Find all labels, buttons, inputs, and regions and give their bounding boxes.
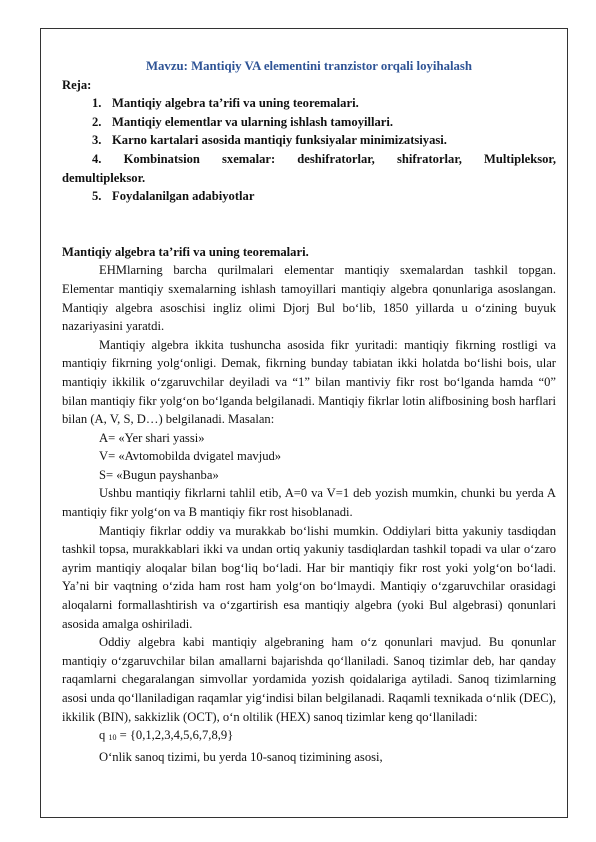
formula-set: = {0,1,2,3,4,5,6,7,8,9} bbox=[116, 728, 234, 743]
example-line: S= «Bugun payshanba» bbox=[99, 467, 219, 482]
plan-list bbox=[62, 94, 556, 206]
document-body bbox=[62, 57, 556, 766]
plan-item-text: Kombinatsion sxemalar: deshifratorlar, shifratorlar, Multipleksor, bbox=[123, 151, 556, 166]
plan-item-text: demultipleksor. bbox=[62, 170, 146, 185]
plan-item-number: 4. bbox=[92, 151, 102, 166]
plan-item-text: Karno kartalari asosida mantiqiy funksiyalar minimizatsiyasi. bbox=[112, 133, 447, 148]
paragraph: Mantiqiy fikrlar oddiy va murakkab bo‘lishi mumkin. Oddiylari bitta yakuniy tasdiqdan tashkil topsa, murakkablari ikki va undan ortiq yakuniy tasdiqlardan tashkil topadi va ular o‘zaro ayrim mantiqiy aloqalar bilan bog‘liq bo‘ladi. Har bir mantiqiy fikr rost yoki yolg‘on bo‘ladi. Ya’ni bir vaqtning o‘zida ham rost ham yolg‘on bo‘lmaydi. Mantiqiy o‘zgaruvchilar orasidagi aloqalarni formallashtirish va o‘zgartirish esa mantiqiy algebra (yoki Bul algebrasi) qonunlari asosida amalga oshiriladi. bbox=[62, 523, 556, 631]
example-line: A= «Yer shari yassi» bbox=[99, 430, 205, 445]
formula-line bbox=[62, 726, 556, 748]
plan-item-continuation bbox=[62, 169, 556, 188]
document-title: Mavzu: Mantiqiy VA elementini tranzistor orqali loyihalash bbox=[145, 59, 473, 73]
section-heading: Mantiqiy algebra ta’rifi va uning teoremalari. bbox=[62, 244, 309, 259]
plan-label: Reja: bbox=[62, 77, 92, 92]
paragraph: Mantiqiy algebra ikkita tushuncha asosida fikr yuritadi: mantiqiy fikrning rostligi va mantiqiy fikrning yolg‘onligi. Demak, fikrning bunday tabiatan ikki holatda bo‘lishi bois, ular mantiqiy ikkilik o‘zgaruvchilar deyiladi va “1” bilan mantiviy fikr rost bo‘lganda hamda “0” bilan mantiqiy fikr yolg‘on bo‘lganda belgilanadi. Mantiqiy fikrlar lotin alifbosining bosh harflari bilan (A, V, S, D…) belgilanadi. Masalan: bbox=[62, 337, 556, 427]
plan-item bbox=[62, 150, 556, 169]
formula-symbol: q bbox=[99, 728, 106, 743]
plan-item-text: Mantiqiy elementlar va ularning ishlash tamoyillari. bbox=[112, 114, 394, 129]
plan-item bbox=[62, 94, 556, 113]
plan-item-number: 3. bbox=[92, 133, 102, 148]
spacer bbox=[62, 206, 556, 243]
plan-item-number: 2. bbox=[92, 114, 102, 129]
example-line: V= «Avtomobilda dvigatel mavjud» bbox=[99, 449, 282, 464]
paragraph: EHMlarning barcha qurilmalari elementar mantiqiy sxemalardan tashkil topgan. Elementar mantiqiy sxemalarning ishlash tamoyillari mantiqiy algebra qonunlariga asoslangan. Mantiqiy algebra asoschisi ingliz olimi Djorj Bul bo‘lib, 1850 yillarda u o‘zining buyuk nazariyasini yaratdi. bbox=[62, 263, 556, 334]
formula-subscript: 10 bbox=[108, 733, 117, 743]
plan-item bbox=[62, 187, 556, 206]
plan-item bbox=[62, 131, 556, 150]
paragraph: Oddiy algebra kabi mantiqiy algebraning ham o‘z qonunlari mavjud. Bu qonunlar mantiqiy o‘zgaruvchilar bilan amallarni bajarishda qo‘llaniladi. Sanoq tizimlar deb, har qanday raqamlarni chegaralangan simvollar yordamida yozish qoidalariga aytiladi. Sanoq tizimlarning asosi unda qo‘llaniladigan raqamlar yig‘indisi bilan belgilanadi. Raqamli texnikada o‘nlik (DEC), ikkilik (BIN), sakkizlik (OCT), o‘n oltilik (HEX) sanoq tizimlar keng qo‘llaniladi: bbox=[62, 635, 556, 724]
plan-item bbox=[62, 113, 556, 132]
plan-item-text: Mantiqiy algebra ta’rifi va uning teoremalari. bbox=[112, 96, 359, 111]
plan-item-number: 5. bbox=[92, 189, 102, 204]
paragraph: Ushbu mantiqiy fikrlarni tahlil etib, A=0 va V=1 deb yozish mumkin, chunki bu yerda A mantiqiy fikr yolg‘on va B mantiqiy fikr rost hisoblanadi. bbox=[62, 486, 556, 520]
last-line: O‘nlik sanoq tizimi, bu yerda 10-sanoq tizimining asosi, bbox=[99, 749, 383, 764]
plan-item-number: 1. bbox=[92, 96, 102, 111]
plan-item-text: Foydalanilgan adabiyotlar bbox=[112, 189, 255, 204]
